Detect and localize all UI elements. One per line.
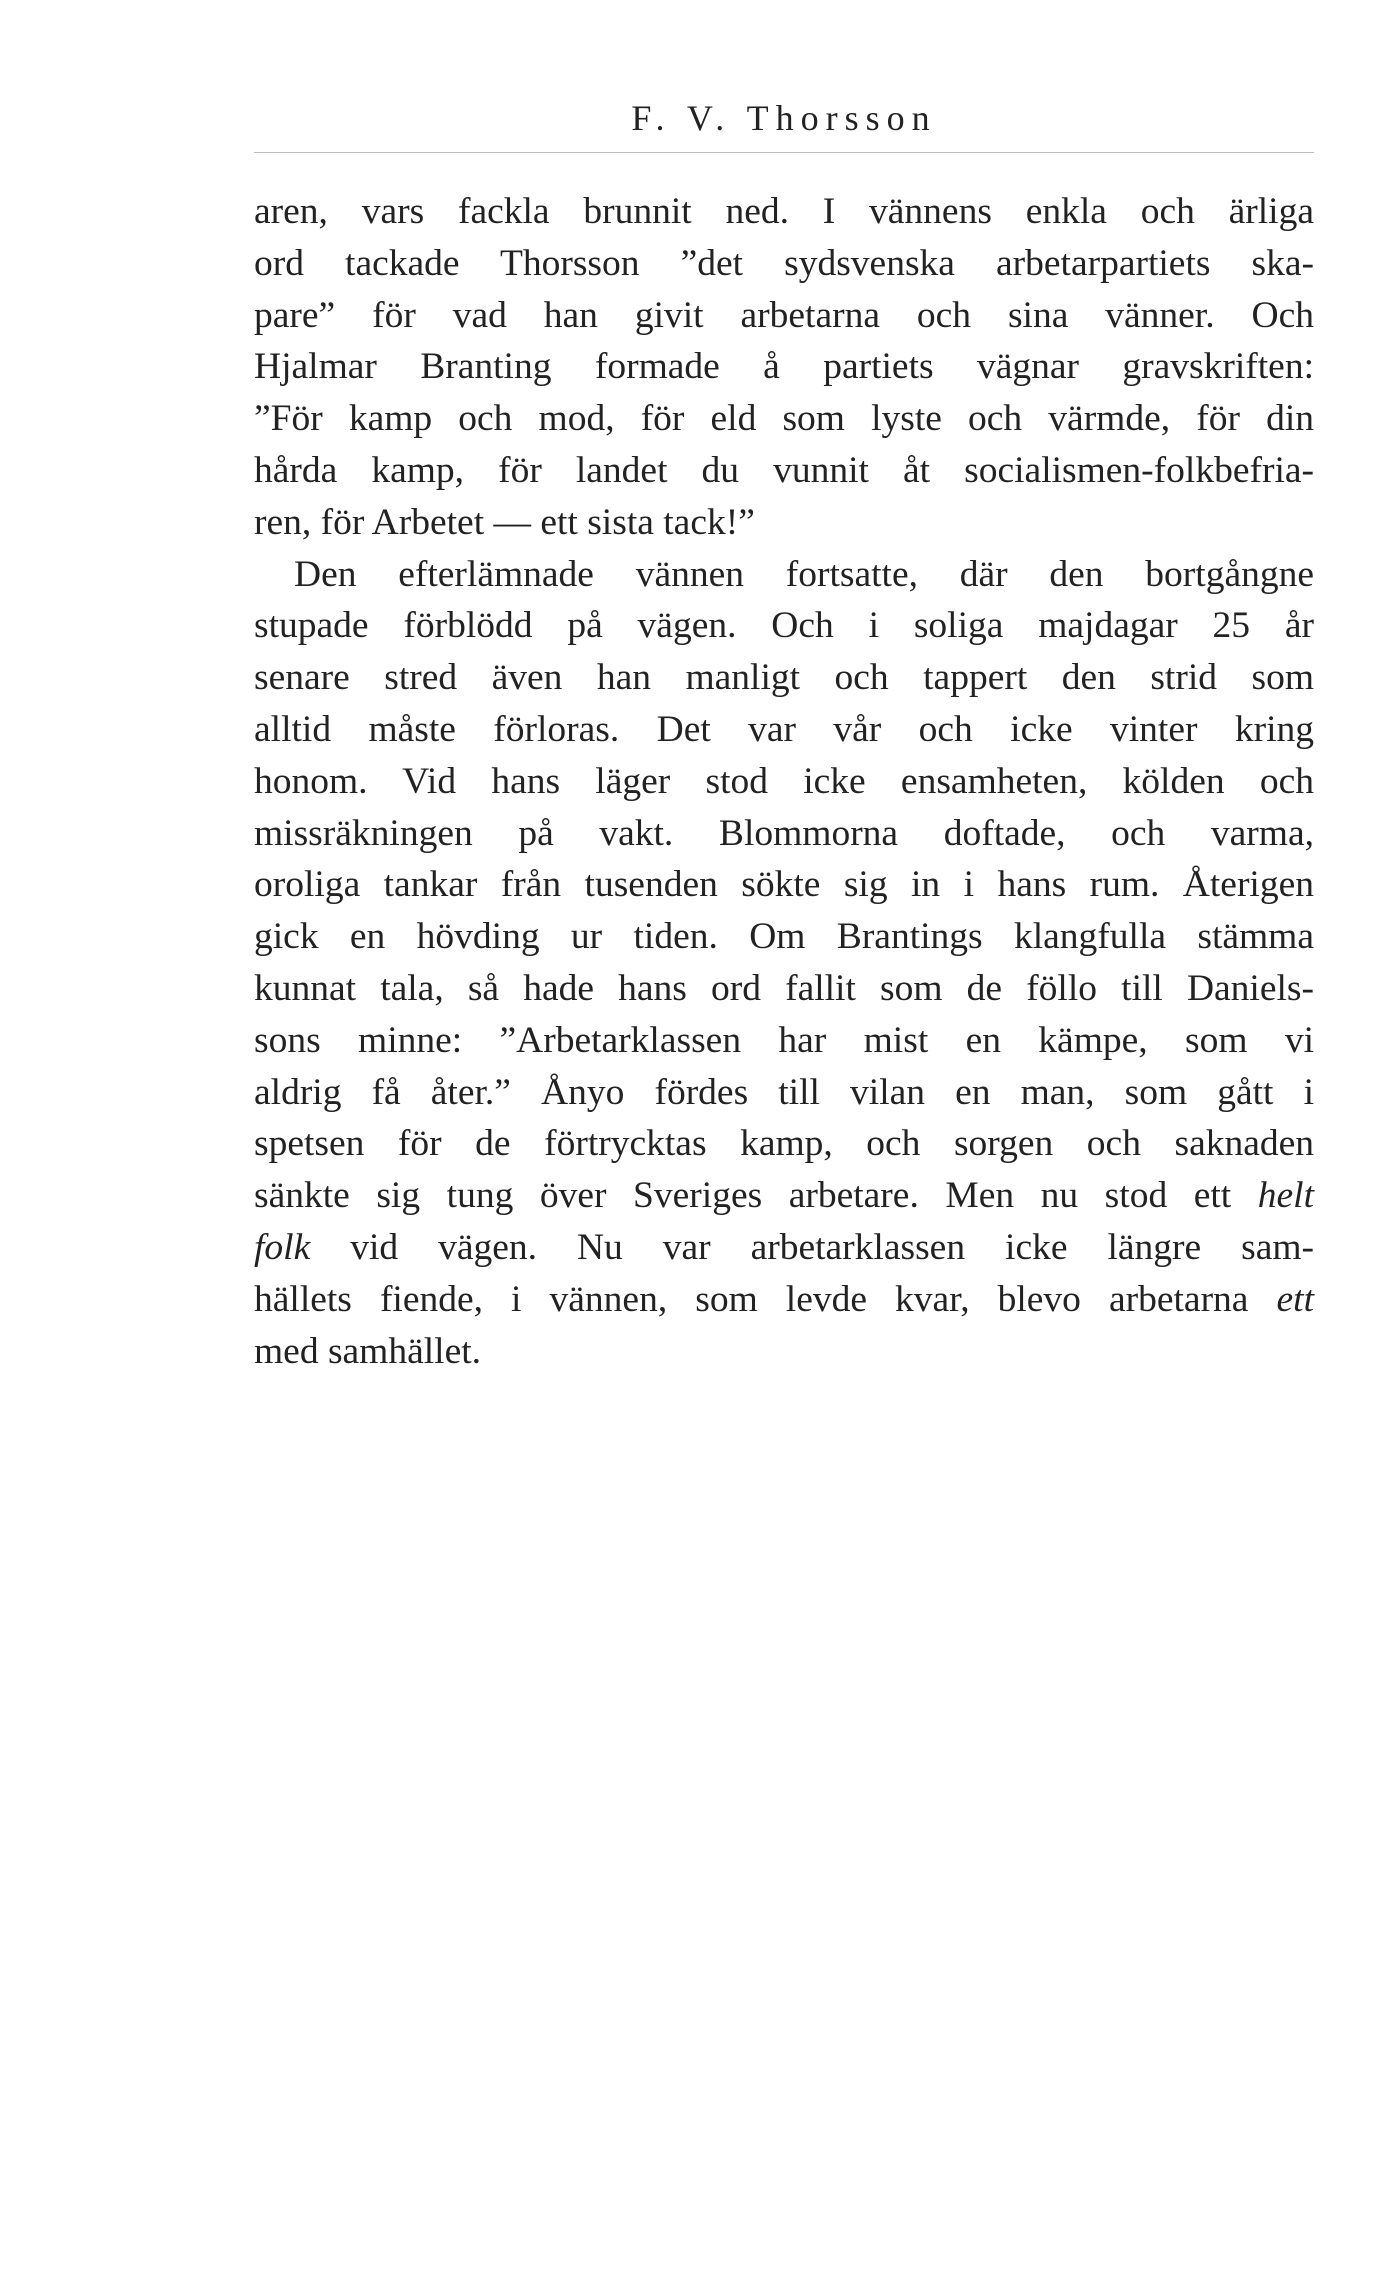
text-line: aldrig få åter.” Ånyo fördes till vilan en man, som gått i [254, 1071, 1314, 1113]
text-line: honom. Vid hans läger stod icke ensamheten, kölden och [254, 760, 1314, 802]
body-text [254, 186, 1314, 1377]
text-line: Den efterlämnade vännen fortsatte, där den bortgångne [294, 553, 1314, 595]
text-line: missräkningen på vakt. Blommorna doftade, och varma, [254, 812, 1314, 854]
text-line: kunnat tala, så hade hans ord fallit som de föllo till Daniels- [254, 967, 1314, 1009]
italic-word: helt [1257, 1175, 1314, 1217]
paragraph-1 [254, 186, 1314, 549]
text-line: ren, för Arbetet — ett sista tack!” [254, 501, 755, 543]
header-rule [254, 152, 1314, 153]
text-line: sons minne: ”Arbetarklassen har mist en kämpe, som vi [254, 1019, 1314, 1061]
text-line-with-italic [254, 1222, 1314, 1274]
text-run: vid vägen. Nu var arbetarklassen icke längre sam- [350, 1226, 1314, 1268]
text-line: Hjalmar Branting formade å partiets vägnar gravskriften: [254, 346, 1314, 388]
text-line: alltid måste förloras. Det var vår och icke vinter kring [254, 708, 1314, 750]
text-line: senare stred även han manligt och tappert den strid som [254, 657, 1314, 699]
italic-word: folk [254, 1226, 311, 1268]
text-line: spetsen för de förtrycktas kamp, och sorgen och saknaden [254, 1123, 1314, 1165]
text-run: sänkte sig tung över Sveriges arbetare. Men nu stod ett [254, 1175, 1258, 1217]
text-line: pare” för vad han givit arbetarna och sina vänner. Och [254, 294, 1314, 336]
italic-word: ett [1276, 1278, 1314, 1320]
text-line: ”För kamp och mod, för eld som lyste och värmde, för din [254, 398, 1314, 440]
text-line-with-italic [254, 1170, 1314, 1222]
text-run: hällets fiende, i vännen, som levde kvar, blevo arbetarna [254, 1278, 1277, 1320]
text-line: med samhället. [254, 1330, 482, 1372]
text-line-with-italic [254, 1274, 1314, 1326]
paragraph-2 [254, 549, 1314, 1378]
text-line: gick en hövding ur tiden. Om Brantings klangfulla stämma [254, 916, 1314, 958]
text-line: hårda kamp, för landet du vunnit åt socialismen-folkbefria- [254, 449, 1314, 491]
text-line: oroliga tankar från tusenden sökte sig in i hans rum. Återigen [254, 864, 1314, 906]
running-head: F. V. Thorsson [631, 98, 937, 138]
text-line: stupade förblödd på vägen. Och i soliga majdagar 25 år [254, 605, 1314, 647]
text-line: aren, vars fackla brunnit ned. I vännens enkla och ärliga [254, 191, 1314, 232]
text-line: ord tackade Thorsson ”det sydsvenska arbetarpartiets ska- [254, 242, 1314, 284]
